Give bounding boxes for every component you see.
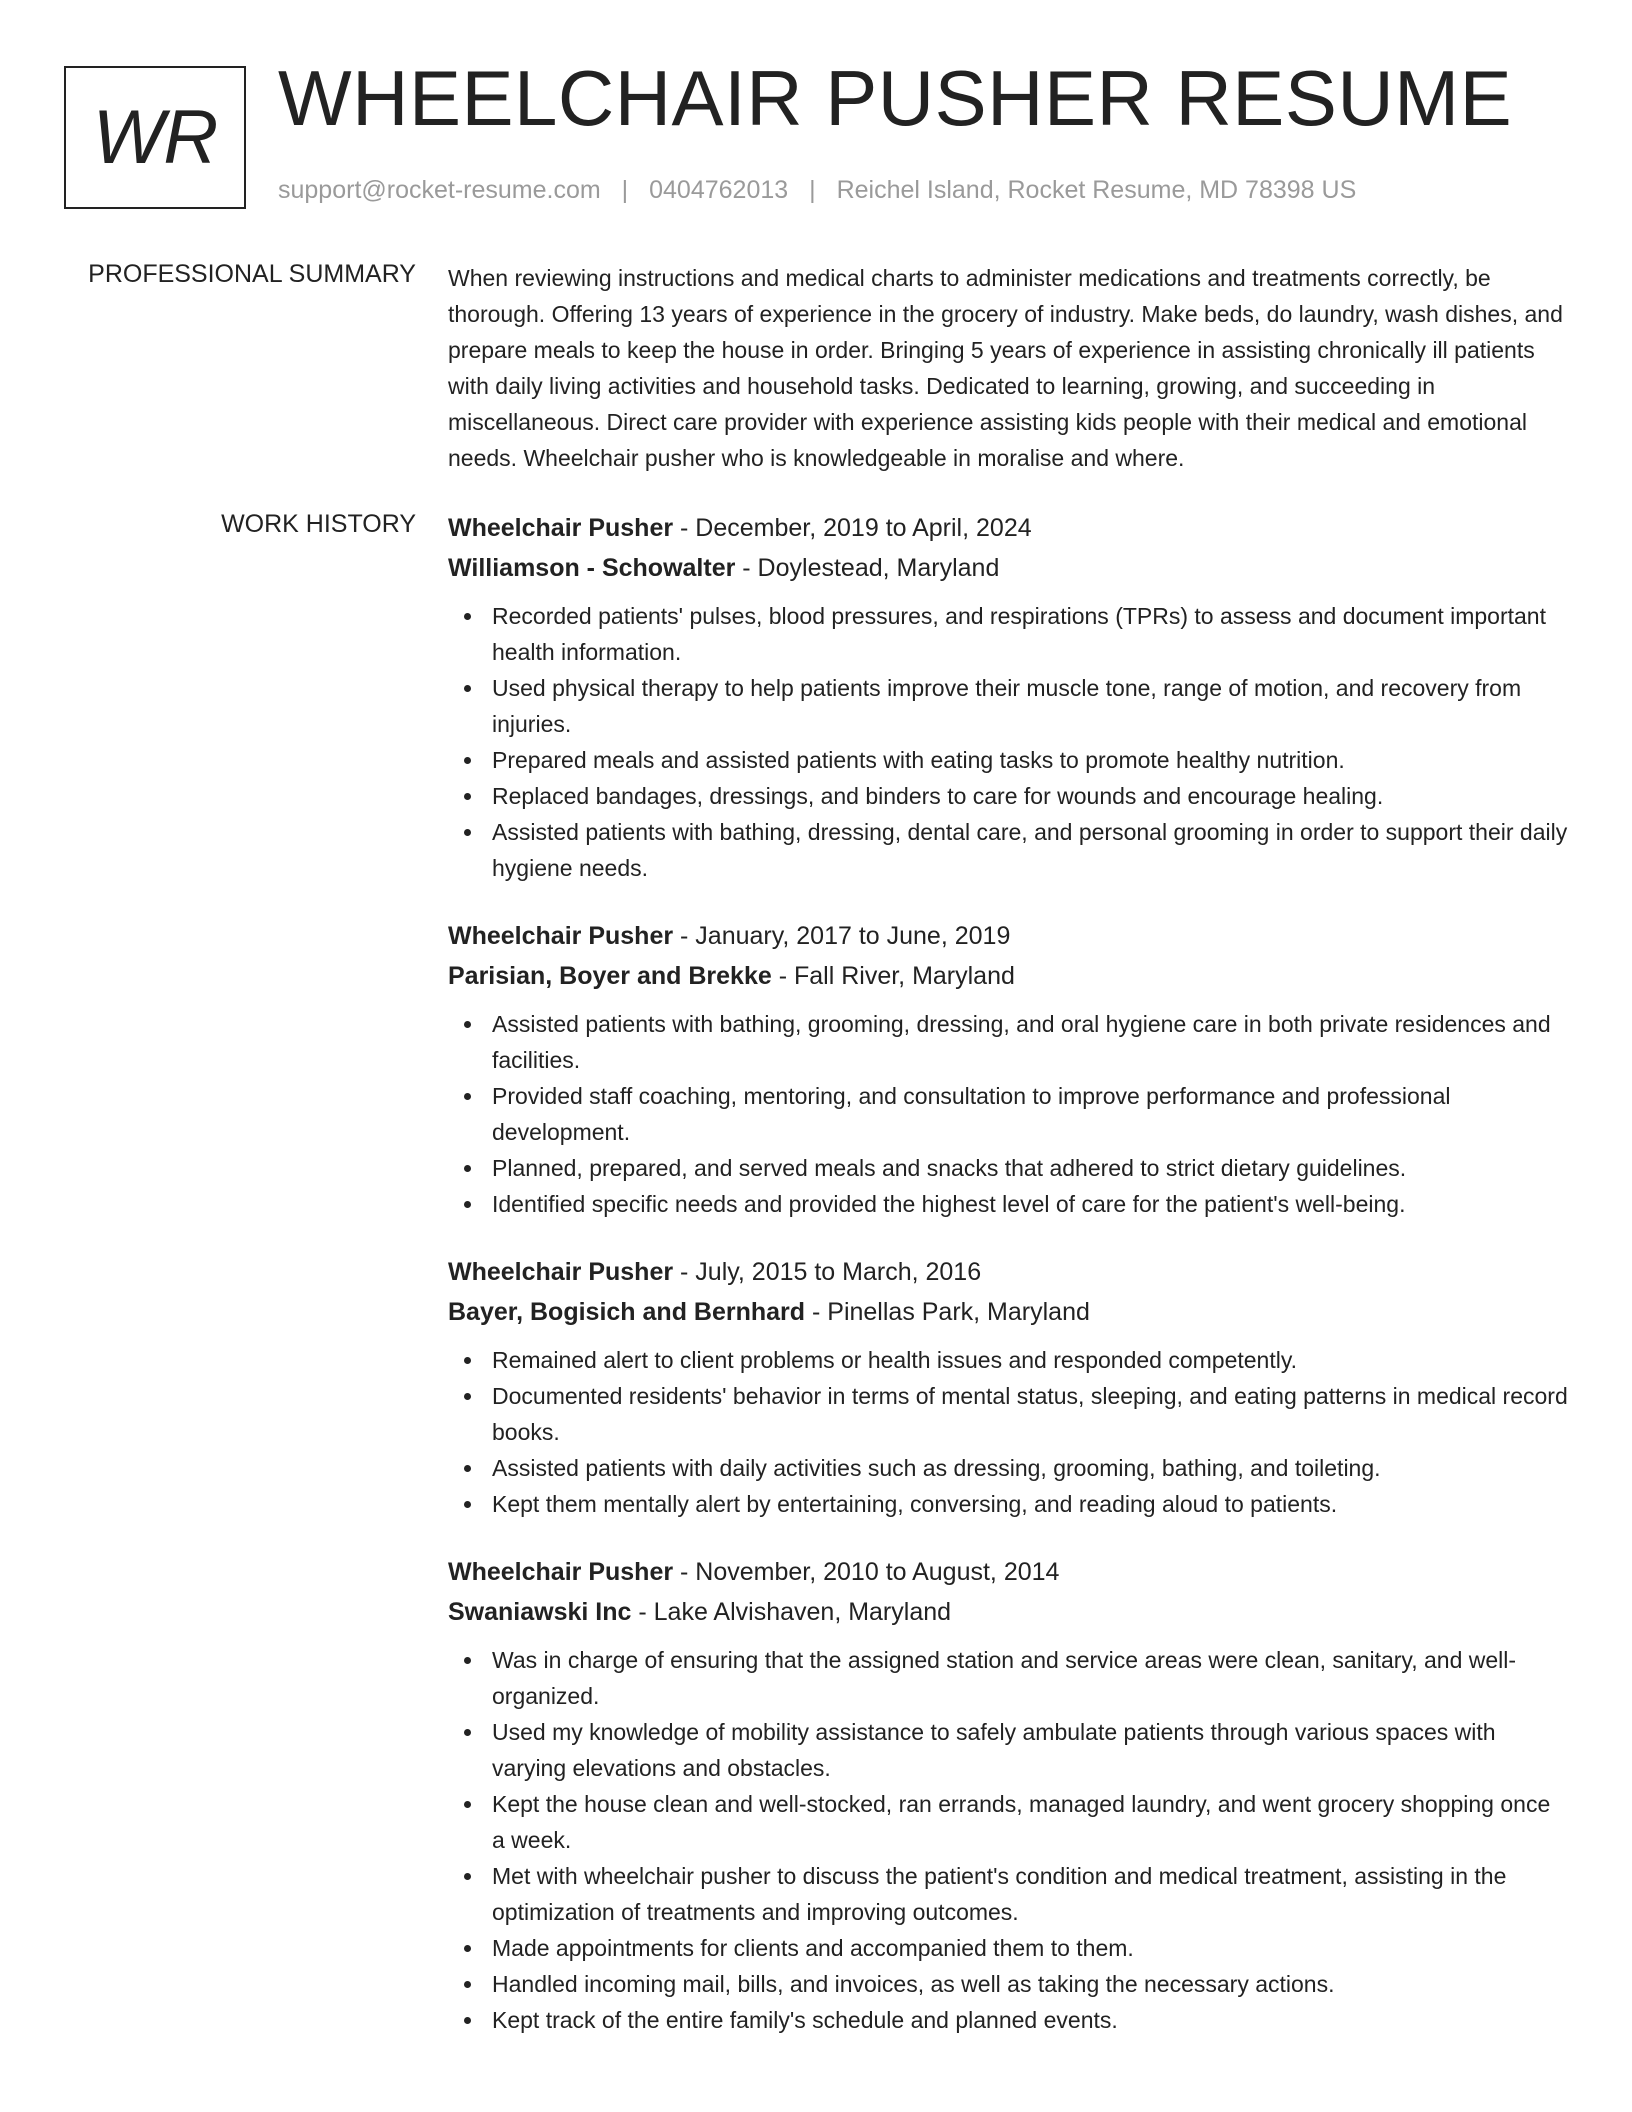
job-bullet: Documented residents' behavior in terms of mental status, sleeping, and eating patterns in medical record books. (448, 1378, 1568, 1450)
contact-separator: | (809, 176, 816, 204)
job-company: Williamson - Schowalter (448, 554, 736, 582)
job-bullet: Planned, prepared, and served meals and snacks that adhered to strict dietary guidelines. (448, 1150, 1568, 1186)
job-title: Wheelchair Pusher (448, 1258, 674, 1286)
contact-separator: | (621, 176, 629, 204)
job-bullet: Kept the house clean and well-stocked, ran errands, managed laundry, and went grocery shopping once a week. (448, 1786, 1568, 1858)
job-company: Swaniawski Inc (448, 1598, 632, 1626)
job-entry (448, 1552, 1568, 2038)
job-bullet: Identified specific needs and provided the highest level of care for the patient's well-being. (448, 1186, 1568, 1222)
job-title-line (448, 1252, 1568, 1292)
job-bullet: Kept track of the entire family's schedule and planned events. (448, 2002, 1568, 2038)
job-bullet: Kept them mentally alert by entertaining, conversing, and reading aloud to patients. (448, 1486, 1568, 1522)
job-title: Wheelchair Pusher (448, 922, 674, 950)
contact-phone[interactable]: 0404762013 (649, 176, 789, 204)
job-title: Wheelchair Pusher (448, 1558, 674, 1586)
job-bullet: Used my knowledge of mobility assistance to safely ambulate patients through various spaces with varying elevations and obstacles. (448, 1714, 1568, 1786)
page-title: WHEELCHAIR PUSHER RESUME (278, 54, 1513, 142)
section-label-summary: PROFESSIONAL SUMMARY (88, 260, 416, 288)
job-entry (448, 1252, 1568, 1522)
job-dates: - December, 2019 to April, 2024 (673, 514, 1032, 542)
job-bullet: Assisted patients with bathing, dressing, dental care, and personal grooming in order to support their daily hygiene needs. (448, 814, 1568, 886)
job-bullet: Met with wheelchair pusher to discuss the patient's condition and medical treatment, assisting in the optimization of treatments and improving outcomes. (448, 1858, 1568, 1930)
job-bullet-list (448, 1642, 1568, 2038)
job-title-line (448, 916, 1568, 956)
job-company-line (448, 956, 1568, 996)
job-title-line (448, 508, 1568, 548)
job-bullet: Handled incoming mail, bills, and invoices, as well as taking the necessary actions. (448, 1966, 1568, 2002)
job-bullet: Assisted patients with daily activities such as dressing, grooming, bathing, and toileting. (448, 1450, 1568, 1486)
summary-text: When reviewing instructions and medical charts to administer medications and treatments correctly, be thorough. Offering 13 years of experience in the grocery of industry. Make beds, do laundry, wash dishes, and prepare meals to keep the house in order. Bringing 5 years of experience in assisting chronically ill patients with daily living activities and household tasks. Dedicated to learning, growing, and succeeding in miscellaneous. Direct care provider with experience assisting kids people with their medical and emotional needs. Wheelchair pusher who is knowledgeable in moralise and where. (448, 265, 1563, 471)
job-bullet-list (448, 1342, 1568, 1522)
job-entry (448, 916, 1568, 1222)
job-location: - Doylestead, Maryland (735, 554, 1000, 582)
job-dates: - January, 2017 to June, 2019 (673, 922, 1011, 950)
job-list (448, 508, 1568, 2068)
job-bullet: Assisted patients with bathing, grooming, dressing, and oral hygiene care in both private residences and facilities. (448, 1006, 1568, 1078)
job-dates: - July, 2015 to March, 2016 (673, 1258, 982, 1286)
job-bullet: Used physical therapy to help patients improve their muscle tone, range of motion, and recovery from injuries. (448, 670, 1568, 742)
job-bullet-list (448, 1006, 1568, 1222)
job-location: - Pinellas Park, Maryland (805, 1298, 1090, 1326)
contact-line (278, 176, 1356, 205)
job-location: - Lake Alvishaven, Maryland (631, 1598, 952, 1626)
job-bullet: Prepared meals and assisted patients with eating tasks to promote healthy nutrition. (448, 742, 1568, 778)
job-bullet-list (448, 598, 1568, 886)
job-entry (448, 508, 1568, 886)
job-company: Parisian, Boyer and Brekke (448, 962, 772, 990)
job-bullet: Remained alert to client problems or health issues and responded competently. (448, 1342, 1568, 1378)
job-bullet: Provided staff coaching, mentoring, and consultation to improve performance and professional development. (448, 1078, 1568, 1150)
job-company-line (448, 548, 1568, 588)
monogram-logo: WR (64, 66, 246, 209)
job-title: Wheelchair Pusher (448, 514, 674, 542)
section-label-work-history: WORK HISTORY (221, 510, 416, 538)
job-location: - Fall River, Maryland (771, 962, 1015, 990)
job-bullet: Recorded patients' pulses, blood pressures, and respirations (TPRs) to assess and document important health information. (448, 598, 1568, 670)
job-company-line (448, 1592, 1568, 1632)
job-dates: - November, 2010 to August, 2014 (673, 1558, 1060, 1586)
contact-email[interactable]: support@rocket-resume.com (278, 176, 601, 204)
job-title-line (448, 1552, 1568, 1592)
job-bullet: Replaced bandages, dressings, and binders to care for wounds and encourage healing. (448, 778, 1568, 814)
job-bullet: Made appointments for clients and accompanied them to them. (448, 1930, 1568, 1966)
contact-address: Reichel Island, Rocket Resume, MD 78398 US (836, 176, 1357, 204)
job-bullet: Was in charge of ensuring that the assigned station and service areas were clean, sanitary, and well-organized. (448, 1642, 1568, 1714)
job-company-line (448, 1292, 1568, 1332)
job-company: Bayer, Bogisich and Bernhard (448, 1298, 806, 1326)
